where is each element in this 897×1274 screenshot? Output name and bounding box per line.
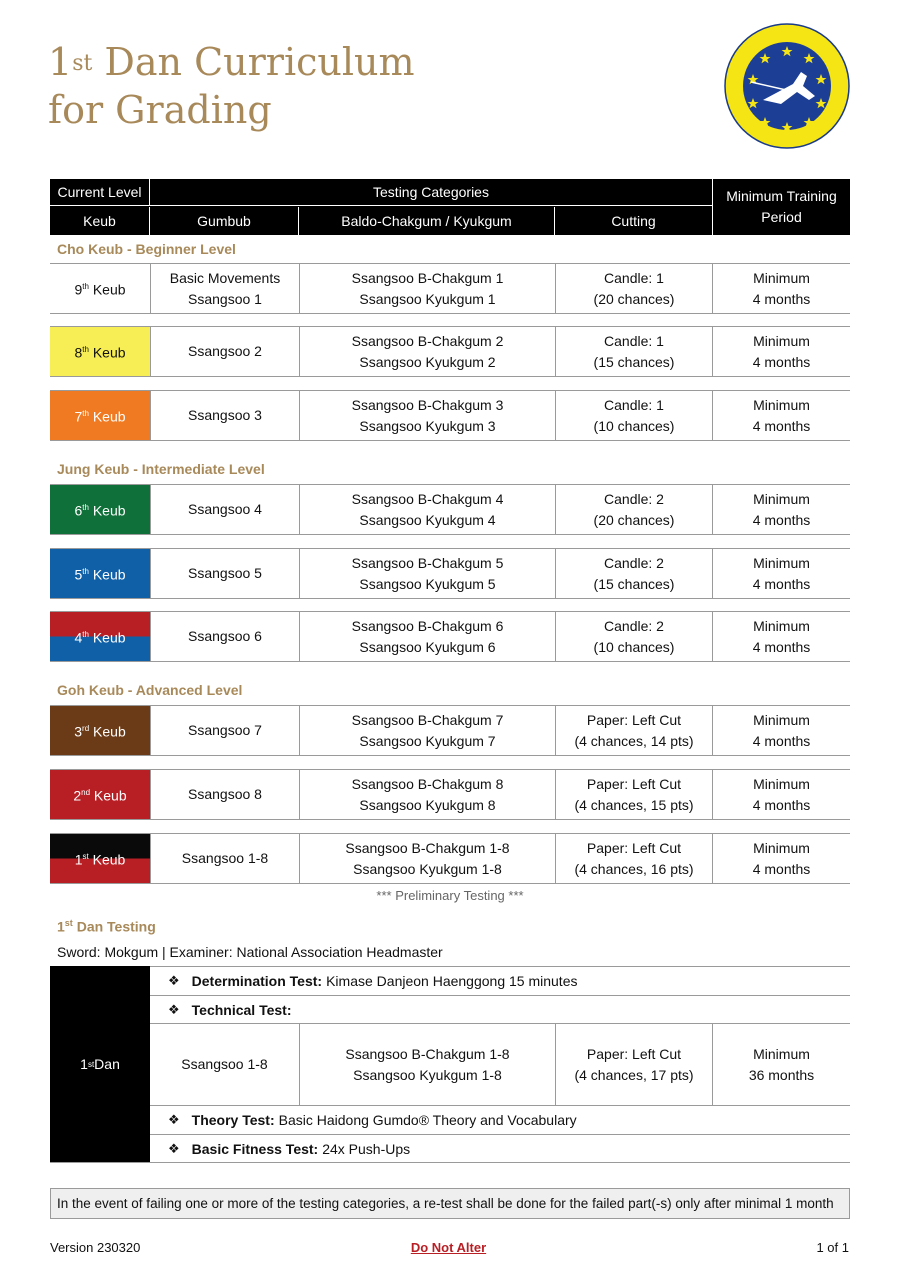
- cutting-cell: Candle: 1 (10 chances): [555, 391, 712, 440]
- min-training-cell: Minimum 4 months: [712, 391, 850, 440]
- dan-testing-heading: 1st Dan Testing: [57, 918, 156, 935]
- keub-level-cell: 1st Keub: [50, 834, 150, 883]
- determination-test-item: ❖ Determination Test: Kimase Danjeon Haenggong 15 minutes: [150, 966, 850, 995]
- cutting-cell: Paper: Left Cut (4 chances, 16 pts): [555, 834, 712, 883]
- min-training-cell: Minimum 4 months: [712, 770, 850, 819]
- header-current-level: Current Level: [50, 179, 150, 206]
- table-row: [50, 611, 850, 662]
- level-heading-cho: Cho Keub - Beginner Level: [57, 241, 236, 257]
- gumbub-cell: Ssangsoo 7: [150, 706, 299, 755]
- dan-testing-table: [50, 966, 850, 1163]
- dan-baldo-cell: Ssangsoo B-Chakgum 1-8 Ssangsoo Kyukgum 1-8: [299, 1024, 555, 1105]
- diamond-bullet-icon: ❖: [168, 1001, 180, 1017]
- baldo-cell: Ssangsoo B-Chakgum 7 Ssangsoo Kyukgum 7: [299, 706, 555, 755]
- fitness-test-item: ❖ Basic Fitness Test: 24x Push-Ups: [150, 1134, 850, 1162]
- table-row: [50, 484, 850, 535]
- dan-level-cell: 1 st Dan: [50, 966, 150, 1162]
- keub-level-cell: 4th Keub: [50, 612, 150, 661]
- cutting-cell: Paper: Left Cut (4 chances, 15 pts): [555, 770, 712, 819]
- header-minimum-training: Minimum Training Period: [712, 179, 850, 235]
- baldo-cell: Ssangsoo B-Chakgum 3 Ssangsoo Kyukgum 3: [299, 391, 555, 440]
- table-row: [50, 833, 850, 884]
- retest-note: In the event of failing one or more of the testing categories, a re-test shall be done for the failed part(-s) only after minimal 1 month: [50, 1188, 850, 1219]
- cutting-cell: Candle: 2 (15 chances): [555, 549, 712, 598]
- min-training-cell: Minimum 4 months: [712, 327, 850, 376]
- baldo-cell: Ssangsoo B-Chakgum 4 Ssangsoo Kyukgum 4: [299, 485, 555, 534]
- min-training-cell: Minimum 4 months: [712, 612, 850, 661]
- page-number: 1 of 1: [816, 1240, 849, 1255]
- table-row: [50, 326, 850, 377]
- gumbub-cell: Ssangsoo 1-8: [150, 834, 299, 883]
- diamond-bullet-icon: ❖: [168, 1140, 180, 1156]
- table-row: [50, 705, 850, 756]
- header-keub: Keub: [50, 207, 150, 235]
- baldo-cell: Ssangsoo B-Chakgum 1-8 Ssangsoo Kyukgum 1-8: [299, 834, 555, 883]
- table-row: [50, 548, 850, 599]
- level-heading-jung: Jung Keub - Intermediate Level: [57, 461, 265, 477]
- keub-level-cell: 8th Keub: [50, 327, 150, 376]
- baldo-cell: Ssangsoo B-Chakgum 5 Ssangsoo Kyukgum 5: [299, 549, 555, 598]
- keub-level-cell: 7th Keub: [50, 391, 150, 440]
- header-baldo: Baldo-Chakgum / Kyukgum: [299, 207, 555, 235]
- table-row: [50, 769, 850, 820]
- gumbub-cell: Basic Movements Ssangsoo 1: [150, 264, 299, 313]
- cutting-cell: Candle: 2 (20 chances): [555, 485, 712, 534]
- cutting-cell: Candle: 2 (10 chances): [555, 612, 712, 661]
- keub-level-cell: 3rd Keub: [50, 706, 150, 755]
- baldo-cell: Ssangsoo B-Chakgum 1 Ssangsoo Kyukgum 1: [299, 264, 555, 313]
- table-row: [50, 263, 850, 314]
- table-header: [50, 179, 850, 235]
- theory-test-item: ❖ Theory Test: Basic Haidong Gumdo® Theory and Vocabulary: [150, 1105, 850, 1134]
- dan-cutting-cell: Paper: Left Cut (4 chances, 17 pts): [555, 1024, 712, 1105]
- diamond-bullet-icon: ❖: [168, 1112, 180, 1127]
- diamond-bullet-icon: ❖: [168, 973, 180, 988]
- gumbub-cell: Ssangsoo 8: [150, 770, 299, 819]
- version-label: Version 230320: [50, 1240, 141, 1255]
- page-title: 1st Dan Curriculum for Grading: [48, 40, 415, 132]
- header-gumbub: Gumbub: [150, 207, 299, 235]
- gumbub-cell: Ssangsoo 6: [150, 612, 299, 661]
- baldo-cell: Ssangsoo B-Chakgum 6 Ssangsoo Kyukgum 6: [299, 612, 555, 661]
- preliminary-testing-note: *** Preliminary Testing ***: [376, 888, 524, 903]
- keub-level-cell: 6th Keub: [50, 485, 150, 534]
- gumbub-cell: Ssangsoo 2: [150, 327, 299, 376]
- cutting-cell: Candle: 1 (20 chances): [555, 264, 712, 313]
- cutting-cell: Candle: 1 (15 chances): [555, 327, 712, 376]
- min-training-cell: Minimum 4 months: [712, 549, 850, 598]
- do-not-alter-label: Do Not Alter: [410, 1240, 487, 1255]
- technical-test-row: [150, 1023, 850, 1105]
- dan-gumbub-cell: Ssangsoo 1-8: [181, 1056, 268, 1072]
- keub-level-cell: 5th Keub: [50, 549, 150, 598]
- sword-examiner-line: Sword: Mokgum | Examiner: National Association Headmaster: [57, 944, 443, 960]
- keub-level-cell: 2nd Keub: [50, 770, 150, 819]
- min-training-cell: Minimum 4 months: [712, 706, 850, 755]
- min-training-cell: Minimum 4 months: [712, 834, 850, 883]
- header-testing-categories: Testing Categories: [150, 179, 712, 206]
- min-training-cell: Minimum 4 months: [712, 264, 850, 313]
- header-cutting: Cutting: [611, 213, 656, 229]
- technical-test-item: ❖ Technical Test:: [150, 995, 850, 1023]
- table-row: [50, 390, 850, 441]
- keub-level-cell: 9th Keub: [50, 264, 150, 313]
- association-logo: [723, 22, 851, 150]
- baldo-cell: Ssangsoo B-Chakgum 8 Ssangsoo Kyukgum 8: [299, 770, 555, 819]
- gumbub-cell: Ssangsoo 4: [150, 485, 299, 534]
- dan-min-cell: Minimum 36 months: [712, 1024, 850, 1105]
- gumbub-cell: Ssangsoo 5: [150, 549, 299, 598]
- level-heading-goh: Goh Keub - Advanced Level: [57, 682, 243, 698]
- min-training-cell: Minimum 4 months: [712, 485, 850, 534]
- cutting-cell: Paper: Left Cut (4 chances, 14 pts): [555, 706, 712, 755]
- baldo-cell: Ssangsoo B-Chakgum 2 Ssangsoo Kyukgum 2: [299, 327, 555, 376]
- gumbub-cell: Ssangsoo 3: [150, 391, 299, 440]
